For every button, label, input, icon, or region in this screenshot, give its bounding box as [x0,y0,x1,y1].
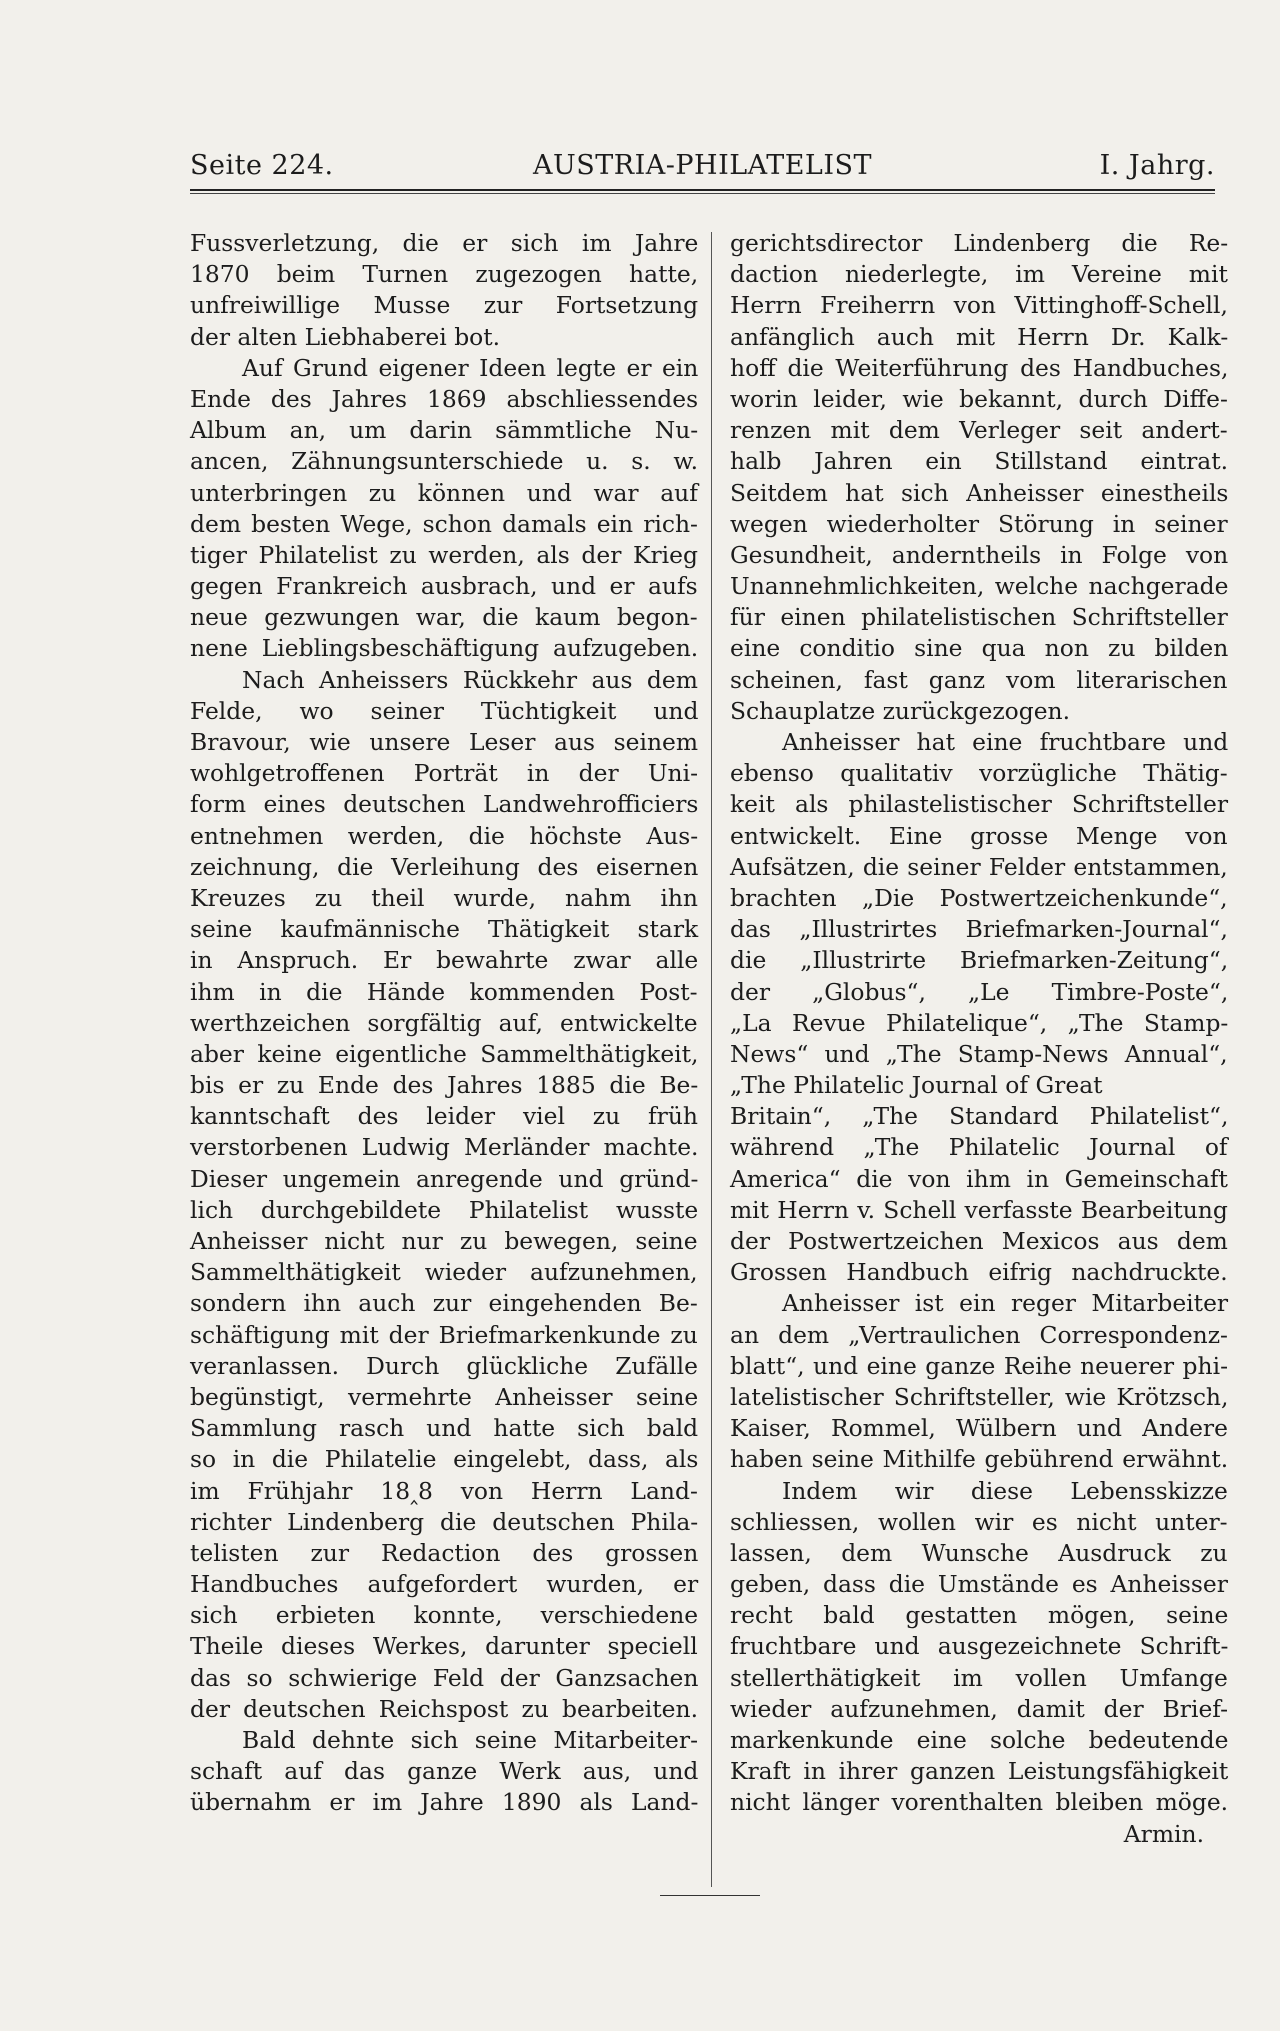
text-line: an dem „Vertraulichen Correspondenz- [730,1320,1228,1349]
text-line: „The Philatelic Journal of Great [730,1071,1103,1100]
text-line: fruchtbare und ausgezeichnete Schrift- [730,1632,1229,1661]
text-line: Schauplatze zurückgezogen. [730,696,1071,725]
text-line: der „Globus“, „Le Timbre-Poste“, [730,977,1229,1006]
text-line: der alten Liebhaberei bot. [190,322,501,351]
text-line: übernahm er im Jahre 1890 als Land- [190,1788,699,1817]
footer-rule [660,1895,760,1896]
text-line: Kaiser, Rommel, Wülbern und Andere [730,1414,1228,1443]
text-line: Album an, um darin sämmtliche Nu- [190,416,699,445]
text-line: Nach Anheissers Rückkehr aus dem [242,665,698,694]
text-line: der Postwertzeichen Mexicos aus dem [730,1227,1228,1255]
text-line: seine kaufmännische Thätigkeit stark [190,915,699,944]
text-line: verstorbenen Ludwig Merländer machte. [190,1133,699,1162]
text-line: brachten „Die Postwertzeichenkunde“, [730,883,1228,912]
text-line: so in die Philatelie eingelebt, dass, als [190,1445,699,1474]
text-line: veranlassen. Durch glückliche Zufälle [190,1351,698,1380]
text-line: renzen mit dem Verleger seit andert- [730,416,1228,445]
text-line: ihm in die Hände kommenden Post- [190,977,698,1006]
text-line: Anheisser ist ein reger Mitarbeiter [782,1289,1229,1318]
right-column [730,228,1228,1850]
text-line: gegen Frankreich ausbrach, und er aufs [190,572,698,601]
text-line: Auf Grund eigener Ideen legte er ein [242,353,699,382]
text-line: wieder aufzunehmen, damit der Brief- [730,1694,1229,1723]
text-line: tiger Philatelist zu werden, als der Krieg [190,540,698,569]
text-line: begünstigt, vermehrte Anheisser seine [190,1382,699,1411]
text-line: Unannehmlichkeiten, welche nachgerade [730,572,1229,601]
text-line: dem besten Wege, schon damals ein rich- [190,509,698,538]
text-line: Aufsätzen, die seiner Felder entstammen, [730,852,1228,881]
text-line: halb Jahren ein Stillstand eintrat. [730,447,1229,476]
page-header [190,150,1215,190]
text-line: sich erbieten konnte, verschiedene [190,1601,699,1630]
text-line: blatt“, und eine ganze Reihe neuerer phi- [730,1351,1228,1380]
text-line: nicht länger vorenthalten bleiben möge. [730,1788,1229,1817]
text-line: ebenso qualitativ vorzügliche Thätig- [730,759,1228,788]
text-line: kanntschaft des leider viel zu früh [190,1102,698,1131]
text-line: bis er zu Ende des Jahres 1885 die Be- [190,1071,699,1100]
text-line: 1870 beim Turnen zugezogen hatte, [190,260,699,289]
column-divider [711,232,712,1887]
volume-label: I. Jahrg. [1099,150,1215,181]
text-line: eine conditio sine qua non zu bilden [730,634,1229,663]
text-line: markenkunde eine solche bedeutende [730,1726,1229,1754]
text-line: worin leider, wie bekannt, durch Diffe- [730,384,1228,413]
text-line: stellerthätigkeit im vollen Umfange [730,1663,1228,1692]
author-signature: Armin. [1123,1819,1204,1848]
text-line: America“ die von ihm in Gemeinschaft [730,1164,1228,1193]
text-line: anfänglich auch mit Herrn Dr. Kalk- [730,322,1229,351]
left-column [190,228,698,1819]
text-line: richter Lindenberg die deutschen Phila- [190,1507,699,1536]
text-line: Bald dehnte sich seine Mitarbeiter- [242,1726,698,1754]
text-line: recht bald gestatten mögen, seine [730,1601,1229,1630]
text-line: Sammlung rasch und hatte sich bald [190,1414,699,1443]
text-line: Britain“, „The Standard Philatelist“, [730,1102,1229,1131]
text-line: wohlgetroffenen Porträt in der Uni- [190,759,698,788]
text-line: form eines deutschen Landwehrofficiers [190,790,699,819]
text-line: in Anspruch. Er bewahrte zwar alle [190,946,699,975]
text-line: Anheisser hat eine fruchtbare und [782,728,1229,756]
text-line: daction niederlegte, im Vereine mit [730,260,1228,289]
text-line: schliessen, wollen wir es nicht unter- [730,1507,1228,1536]
text-line: unterbringen zu können und war auf [190,478,698,507]
text-line: schäftigung mit der Briefmarkenkunde zu [190,1320,698,1349]
text-line: Kraft in ihrer ganzen Leistungsfähigkeit [730,1757,1229,1786]
text-line: latelistischer Schriftsteller, wie Krötzsch, [730,1382,1229,1411]
text-line: wegen wiederholter Störung in seiner [730,509,1228,538]
text-line: Bravour, wie unsere Leser aus seinem [190,728,699,756]
text-line: gerichtsdirector Lindenberg die Re- [730,229,1229,257]
text-line: die „Illustrirte Briefmarken-Zeitung“, [730,946,1229,975]
text-line: haben seine Mithilfe gebührend erwähnt. [730,1445,1229,1474]
text-line: für einen philatelistischen Schriftsteller [730,603,1228,632]
text-line: lich durchgebildete Philatelist wusste [190,1195,699,1224]
text-line: der deutschen Reichspost zu bearbeiten. [190,1694,699,1723]
text-line: schaft auf das ganze Werk aus, und [190,1757,699,1786]
text-line: Herrn Freiherrn von Vittinghoff-Schell, [730,291,1228,320]
text-line: News“ und „The Stamp-News Annual“, [730,1039,1228,1068]
text-line: Handbuches aufgefordert wurden, er [190,1570,699,1599]
text-line: unfreiwillige Musse zur Fortsetzung [190,291,699,320]
text-line: neue gezwungen war, die kaum begon- [190,603,698,632]
text-line: Gesundheit, anderntheils in Folge von [730,540,1229,569]
text-line: das „Illustrirtes Briefmarken-Journal“, [730,915,1228,944]
text-line: Felde, wo seiner Tüchtigkeit und [190,696,699,725]
text-line: Indem wir diese Lebensskizze [782,1476,1228,1505]
text-line: zeichnung, die Verleihung des eisernen [190,852,699,881]
text-line: telisten zur Redaction des grossen [190,1538,699,1567]
text-line: entnehmen werden, die höchste Aus- [190,821,699,850]
text-line: während „The Philatelic Journal of [730,1133,1228,1162]
text-line: Sammelthätigkeit wieder aufzunehmen, [190,1258,698,1287]
header-rule-thin [190,193,1215,194]
journal-title: AUSTRIA-PHILATELIST [532,150,873,181]
text-line: ancen, Zähnungsunterschiede u. s. w. [190,447,699,476]
text-line: scheinen, fast ganz vom literarischen [730,665,1228,694]
text-line: „La Revue Philatelique“, „The Stamp- [730,1008,1229,1037]
text-line: keit als philastelistischer Schriftsteller [730,790,1229,819]
text-line: hoff die Weiterführung des Handbuches, [730,353,1229,382]
text-line: Dieser ungemein anregende und gründ- [190,1164,699,1193]
text-line: nene Lieblingsbeschäftigung aufzugeben. [190,634,699,663]
text-line: sondern ihn auch zur eingehenden Be- [190,1289,698,1318]
text-line: werthzeichen sorgfältig auf, entwickelte [190,1008,698,1037]
text-line: im Frühjahr 18‸8 von Herrn Land- [190,1476,698,1505]
text-line: entwickelt. Eine grosse Menge von [730,821,1228,850]
text-line: Anheisser nicht nur zu bewegen, seine [190,1227,698,1255]
text-line: mit Herrn v. Schell verfasste Bearbeitung [730,1195,1228,1224]
text-line: das so schwierige Feld der Ganzsachen [190,1663,699,1692]
text-line: aber keine eigentliche Sammelthätigkeit, [190,1039,699,1068]
text-line: Theile dieses Werkes, darunter speciell [190,1632,698,1661]
text-line: Kreuzes zu theil wurde, nahm ihn [190,883,698,912]
page-number: Seite 224. [190,150,334,181]
header-rule [190,189,1215,191]
text-line: geben, dass die Umstände es Anheisser [730,1570,1228,1599]
text-line: Ende des Jahres 1869 abschliessendes [190,384,699,413]
text-line: Fussverletzung, die er sich im Jahre [190,229,699,257]
text-line: lassen, dem Wunsche Ausdruck zu [730,1538,1228,1567]
text-line: Grossen Handbuch eifrig nachdruckte. [730,1258,1228,1287]
text-line: Seitdem hat sich Anheisser einestheils [730,478,1229,507]
